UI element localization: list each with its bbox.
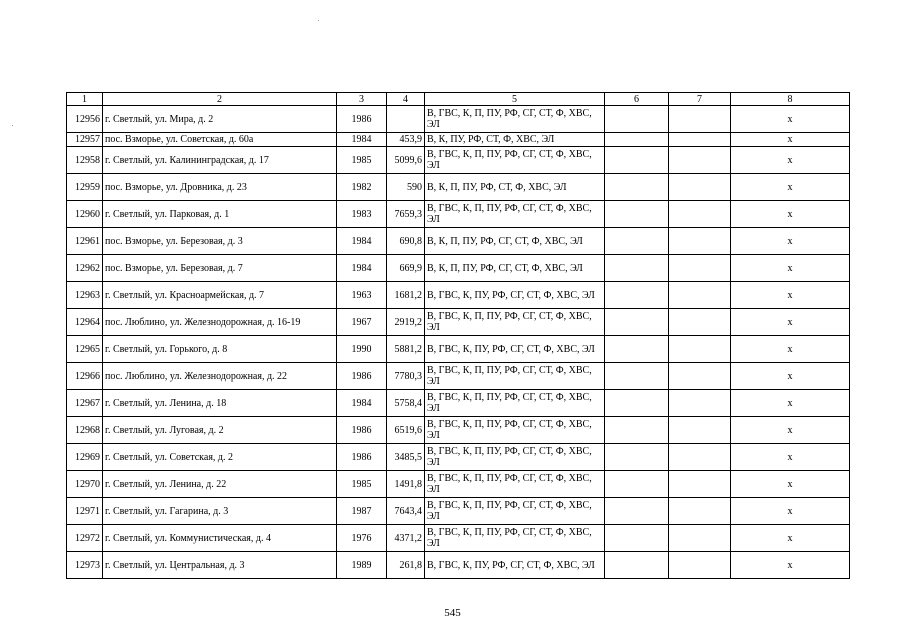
year-cell: 1984 <box>337 228 387 255</box>
area-cell: 3485,5 <box>387 444 425 471</box>
scan-speck <box>318 20 319 21</box>
column-8-cell: х <box>731 390 850 417</box>
year-cell: 1987 <box>337 498 387 525</box>
column-6-cell <box>605 444 669 471</box>
column-6-cell <box>605 525 669 552</box>
column-8-cell: х <box>731 201 850 228</box>
column-8-cell: х <box>731 282 850 309</box>
address-cell: г. Светлый, ул. Калининградская, д. 17 <box>103 147 337 174</box>
row-number: 12956 <box>67 106 103 133</box>
column-7-cell <box>669 390 731 417</box>
column-8-cell: х <box>731 228 850 255</box>
table-row <box>67 390 850 417</box>
address-cell: г. Светлый, ул. Ленина, д. 22 <box>103 471 337 498</box>
column-header: 1 <box>67 93 103 106</box>
column-6-cell <box>605 147 669 174</box>
row-number: 12957 <box>67 133 103 147</box>
address-cell: г. Светлый, ул. Центральная, д. 3 <box>103 552 337 579</box>
address-cell: пос. Люблино, ул. Железнодорожная, д. 22 <box>103 363 337 390</box>
column-7-cell <box>669 147 731 174</box>
area-cell: 5881,2 <box>387 336 425 363</box>
page-number: 545 <box>444 607 461 619</box>
address-cell: г. Светлый, ул. Горького, д. 8 <box>103 336 337 363</box>
column-8-cell: х <box>731 336 850 363</box>
services-cell: В, К, П, ПУ, РФ, СГ, СТ, Ф, ХВС, ЭЛ <box>425 255 605 282</box>
column-8-cell: х <box>731 174 850 201</box>
address-cell: пос. Люблино, ул. Железнодорожная, д. 16-19 <box>103 309 337 336</box>
area-cell: 7780,3 <box>387 363 425 390</box>
column-8-cell: х <box>731 444 850 471</box>
year-cell: 1989 <box>337 552 387 579</box>
address-cell: г. Светлый, ул. Гагарина, д. 3 <box>103 498 337 525</box>
table-row <box>67 471 850 498</box>
table-row <box>67 282 850 309</box>
column-7-cell <box>669 525 731 552</box>
address-cell: пос. Взморье, ул. Березовая, д. 7 <box>103 255 337 282</box>
services-cell: В, ГВС, К, П, ПУ, РФ, СГ, СТ, Ф, ХВС, ЭЛ <box>425 390 605 417</box>
column-8-cell: х <box>731 471 850 498</box>
column-7-cell <box>669 174 731 201</box>
column-6-cell <box>605 106 669 133</box>
year-cell: 1982 <box>337 174 387 201</box>
services-cell: В, К, П, ПУ, РФ, СТ, Ф, ХВС, ЭЛ <box>425 174 605 201</box>
row-number: 12960 <box>67 201 103 228</box>
column-8-cell: х <box>731 498 850 525</box>
column-8-cell: х <box>731 255 850 282</box>
table-row <box>67 525 850 552</box>
table-row <box>67 106 850 133</box>
table-row <box>67 255 850 282</box>
row-number: 12966 <box>67 363 103 390</box>
column-8-cell: х <box>731 525 850 552</box>
services-cell: В, ГВС, К, ПУ, РФ, СГ, СТ, Ф, ХВС, ЭЛ <box>425 552 605 579</box>
column-8-cell: х <box>731 417 850 444</box>
row-number: 12972 <box>67 525 103 552</box>
column-8-cell: х <box>731 147 850 174</box>
area-cell <box>387 106 425 133</box>
services-cell: В, ГВС, К, П, ПУ, РФ, СГ, СТ, Ф, ХВС, ЭЛ <box>425 417 605 444</box>
scan-speck <box>12 125 13 126</box>
services-cell: В, ГВС, К, П, ПУ, РФ, СГ, СТ, Ф, ХВС, ЭЛ <box>425 309 605 336</box>
column-6-cell <box>605 363 669 390</box>
row-number: 12971 <box>67 498 103 525</box>
column-header: 3 <box>337 93 387 106</box>
year-cell: 1967 <box>337 309 387 336</box>
column-8-cell: х <box>731 363 850 390</box>
column-6-cell <box>605 336 669 363</box>
table-row <box>67 133 850 147</box>
column-8-cell: х <box>731 133 850 147</box>
table-row <box>67 363 850 390</box>
column-8-cell: х <box>731 106 850 133</box>
services-cell: В, ГВС, К, П, ПУ, РФ, СГ, СТ, Ф, ХВС, ЭЛ <box>425 498 605 525</box>
table-row <box>67 174 850 201</box>
area-cell: 2919,2 <box>387 309 425 336</box>
address-cell: пос. Взморье, ул. Советская, д. 60а <box>103 133 337 147</box>
column-6-cell <box>605 471 669 498</box>
column-6-cell <box>605 309 669 336</box>
row-number: 12968 <box>67 417 103 444</box>
year-cell: 1986 <box>337 417 387 444</box>
row-number: 12964 <box>67 309 103 336</box>
address-cell: г. Светлый, ул. Мира, д. 2 <box>103 106 337 133</box>
table-body <box>67 106 850 579</box>
row-number: 12963 <box>67 282 103 309</box>
area-cell: 590 <box>387 174 425 201</box>
year-cell: 1983 <box>337 201 387 228</box>
column-6-cell <box>605 390 669 417</box>
table-row <box>67 498 850 525</box>
area-cell: 690,8 <box>387 228 425 255</box>
column-header: 7 <box>669 93 731 106</box>
row-number: 12962 <box>67 255 103 282</box>
registry-table <box>66 92 850 579</box>
address-cell: г. Светлый, ул. Луговая, д. 2 <box>103 417 337 444</box>
services-cell: В, ГВС, К, П, ПУ, РФ, СГ, СТ, Ф, ХВС, ЭЛ <box>425 363 605 390</box>
column-7-cell <box>669 201 731 228</box>
year-cell: 1986 <box>337 444 387 471</box>
header-row <box>67 93 850 106</box>
column-6-cell <box>605 133 669 147</box>
column-6-cell <box>605 228 669 255</box>
year-cell: 1976 <box>337 525 387 552</box>
address-cell: г. Светлый, ул. Парковая, д. 1 <box>103 201 337 228</box>
column-7-cell <box>669 552 731 579</box>
services-cell: В, К, ПУ, РФ, СТ, Ф, ХВС, ЭЛ <box>425 133 605 147</box>
services-cell: В, ГВС, К, ПУ, РФ, СГ, СТ, Ф, ХВС, ЭЛ <box>425 282 605 309</box>
column-6-cell <box>605 417 669 444</box>
year-cell: 1986 <box>337 106 387 133</box>
column-6-cell <box>605 201 669 228</box>
column-8-cell: х <box>731 552 850 579</box>
address-cell: г. Светлый, ул. Советская, д. 2 <box>103 444 337 471</box>
services-cell: В, ГВС, К, П, ПУ, РФ, СГ, СТ, Ф, ХВС, ЭЛ <box>425 106 605 133</box>
column-6-cell <box>605 255 669 282</box>
services-cell: В, ГВС, К, П, ПУ, РФ, СГ, СТ, Ф, ХВС, ЭЛ <box>425 525 605 552</box>
area-cell: 5099,6 <box>387 147 425 174</box>
row-number: 12969 <box>67 444 103 471</box>
area-cell: 7643,4 <box>387 498 425 525</box>
row-number: 12970 <box>67 471 103 498</box>
column-7-cell <box>669 444 731 471</box>
services-cell: В, ГВС, К, ПУ, РФ, СГ, СТ, Ф, ХВС, ЭЛ <box>425 336 605 363</box>
table-row <box>67 201 850 228</box>
table-row <box>67 417 850 444</box>
column-8-cell: х <box>731 309 850 336</box>
table-row <box>67 444 850 471</box>
address-cell: пос. Взморье, ул. Дровника, д. 23 <box>103 174 337 201</box>
services-cell: В, ГВС, К, П, ПУ, РФ, СГ, СТ, Ф, ХВС, ЭЛ <box>425 201 605 228</box>
column-6-cell <box>605 498 669 525</box>
area-cell: 4371,2 <box>387 525 425 552</box>
column-7-cell <box>669 417 731 444</box>
area-cell: 1681,2 <box>387 282 425 309</box>
row-number: 12965 <box>67 336 103 363</box>
column-7-cell <box>669 282 731 309</box>
row-number: 12967 <box>67 390 103 417</box>
column-7-cell <box>669 228 731 255</box>
row-number: 12961 <box>67 228 103 255</box>
address-cell: г. Светлый, ул. Ленина, д. 18 <box>103 390 337 417</box>
year-cell: 1985 <box>337 147 387 174</box>
column-6-cell <box>605 552 669 579</box>
column-header: 5 <box>425 93 605 106</box>
column-7-cell <box>669 498 731 525</box>
year-cell: 1984 <box>337 390 387 417</box>
year-cell: 1984 <box>337 255 387 282</box>
address-cell: г. Светлый, ул. Красноармейская, д. 7 <box>103 282 337 309</box>
column-7-cell <box>669 336 731 363</box>
column-header: 2 <box>103 93 337 106</box>
area-cell: 453,9 <box>387 133 425 147</box>
year-cell: 1984 <box>337 133 387 147</box>
table-row <box>67 309 850 336</box>
column-6-cell <box>605 174 669 201</box>
area-cell: 5758,4 <box>387 390 425 417</box>
row-number: 12973 <box>67 552 103 579</box>
area-cell: 1491,8 <box>387 471 425 498</box>
year-cell: 1986 <box>337 363 387 390</box>
area-cell: 261,8 <box>387 552 425 579</box>
column-6-cell <box>605 282 669 309</box>
services-cell: В, ГВС, К, П, ПУ, РФ, СГ, СТ, Ф, ХВС, ЭЛ <box>425 444 605 471</box>
column-header: 6 <box>605 93 669 106</box>
column-header: 4 <box>387 93 425 106</box>
column-7-cell <box>669 309 731 336</box>
year-cell: 1985 <box>337 471 387 498</box>
services-cell: В, ГВС, К, П, ПУ, РФ, СГ, СТ, Ф, ХВС, ЭЛ <box>425 471 605 498</box>
column-header: 8 <box>731 93 850 106</box>
year-cell: 1963 <box>337 282 387 309</box>
area-cell: 669,9 <box>387 255 425 282</box>
column-7-cell <box>669 471 731 498</box>
table-row <box>67 336 850 363</box>
area-cell: 7659,3 <box>387 201 425 228</box>
column-7-cell <box>669 255 731 282</box>
services-cell: В, К, П, ПУ, РФ, СГ, СТ, Ф, ХВС, ЭЛ <box>425 228 605 255</box>
row-number: 12959 <box>67 174 103 201</box>
row-number: 12958 <box>67 147 103 174</box>
column-7-cell <box>669 106 731 133</box>
address-cell: пос. Взморье, ул. Березовая, д. 3 <box>103 228 337 255</box>
year-cell: 1990 <box>337 336 387 363</box>
column-7-cell <box>669 363 731 390</box>
table-row <box>67 147 850 174</box>
column-7-cell <box>669 133 731 147</box>
table-row <box>67 552 850 579</box>
address-cell: г. Светлый, ул. Коммунистическая, д. 4 <box>103 525 337 552</box>
area-cell: 6519,6 <box>387 417 425 444</box>
table-row <box>67 228 850 255</box>
services-cell: В, ГВС, К, П, ПУ, РФ, СГ, СТ, Ф, ХВС, ЭЛ <box>425 147 605 174</box>
